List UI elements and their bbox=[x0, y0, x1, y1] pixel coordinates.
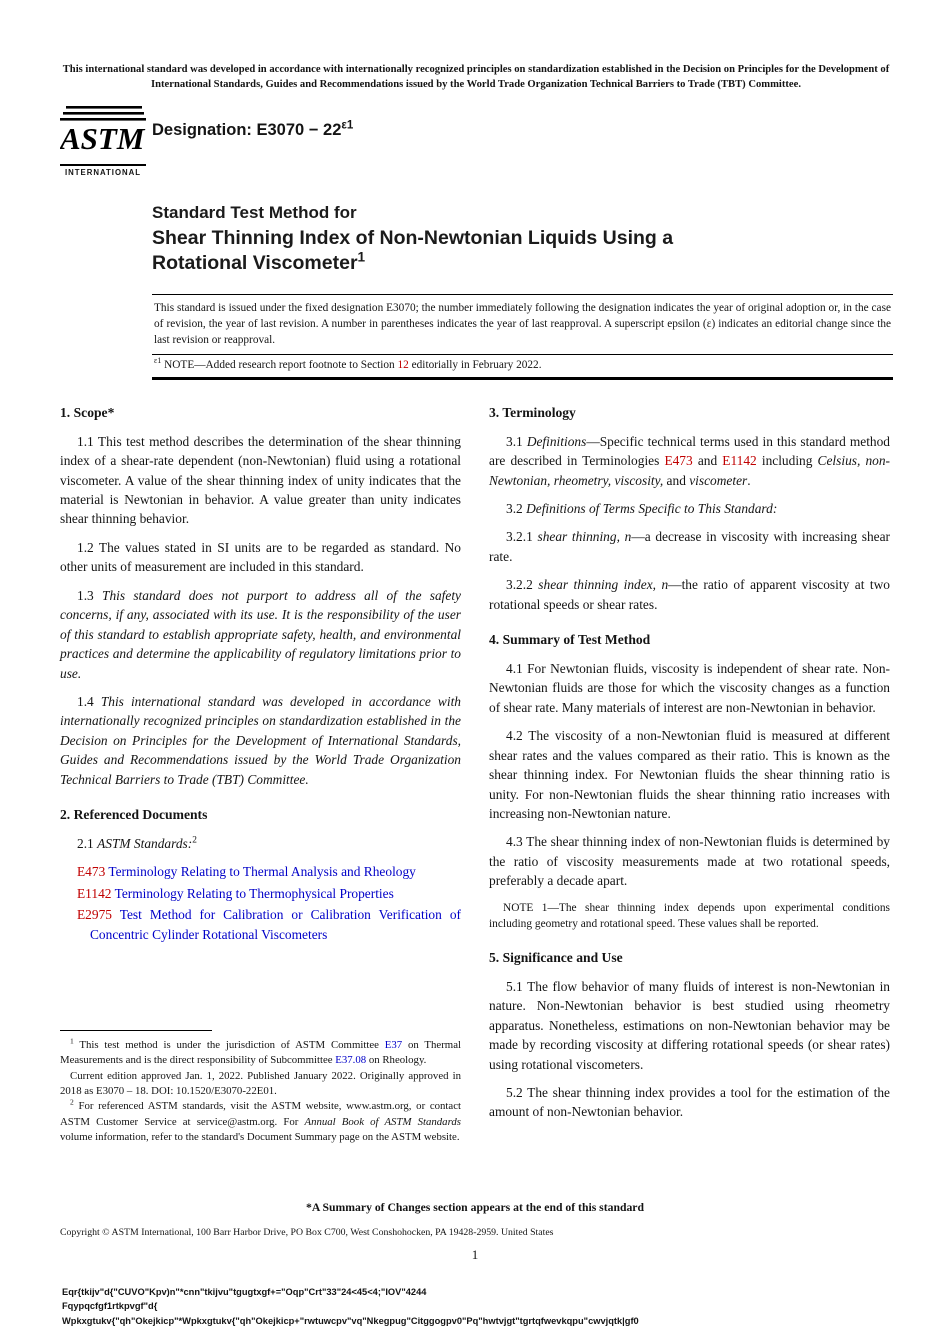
title-line-2: Shear Thinning Index of Non-Newtonian Liquids Using a bbox=[152, 227, 674, 249]
footnote-current-edition: Current edition approved Jan. 1, 2022. Published January 2022. Originally approved in 2018 as E3070 – 18. DOI: 10.1520/E3070-22E01. bbox=[60, 1069, 461, 1097]
paragraph-1-4: 1.4 This international standard was developed in accordance with internationally recognized principles on standardization established in the Decision on Principles for the Development of International Standards, Guides and Recommendations issued by the World Trade Organization Technical Barriers to Trade (TBT) Committee. bbox=[60, 693, 461, 787]
e2975-designation-link[interactable]: E2975 bbox=[77, 907, 112, 923]
summary-of-changes-note: *A Summary of Changes section appears at the end of this standard bbox=[306, 1201, 644, 1214]
paragraph-1-3: 1.3 This standard does not purport to address all of the safety concerns, if any, associated with its use. It is the responsibility of the user of this standard to establish appropriate safety, health, and environmental practices and determine the applicability of regulatory limitations prior to use. bbox=[60, 587, 461, 681]
e473-designation-link[interactable]: E473 bbox=[77, 864, 106, 880]
epsilon-note-sup: ε1 bbox=[154, 356, 162, 366]
download-stamp-line-3: Wpkxgtukv{"qh"Okejkicp"*Wpkxgtukv{"qh"Okejkicp+"rwtuwcpv"vq"Nkegpug"Citggogpv0"Pq"hwtvjgt"tgrtqfwevkqpu"cwvjqtk|gf0 bbox=[62, 1315, 639, 1326]
issuing-paragraph: This standard is issued under the fixed designation E3070; the number immediately following the designation indicates the year of original adoption or, in the case of revision, the year of last revision. A number in parentheses indicates the year of last reapproval. A superscript epsilon (ε) indicates an editorial change since the last revision or reapproval. bbox=[154, 302, 891, 347]
section-1-heading: 1. Scope* bbox=[60, 405, 115, 420]
right-column bbox=[489, 403, 890, 1131]
title-kicker: Standard Test Method for bbox=[152, 203, 357, 222]
left-column bbox=[60, 403, 461, 946]
paragraph-1-1: 1.1 This test method describes the determination of the shear thinning index of a shear-rate dependent (non-Newtonian) fluid using a rotational viscometer. A value of the shear thinning index of unity indicates that the material is Newtonian in behavior. A value greater than unity indicates shear thinning behavior. bbox=[60, 433, 461, 527]
footnotes-block bbox=[60, 1030, 461, 1145]
title-line-3: Rotational Viscometer$^1$ bbox=[152, 249, 366, 274]
e37-committee-link[interactable]: E37 bbox=[384, 1039, 403, 1051]
footnote-2: $^2$ For referenced ASTM standards, visit the ASTM website, www.astm.org, or contact ASTM Customer Service at service@astm.org. For Annual Book of ASTM Standards volume information, refer to the standard's Document Summary page on the ASTM website. bbox=[60, 1097, 462, 1143]
download-stamp bbox=[62, 1285, 932, 1328]
astm-website-link[interactable]: www.astm.org bbox=[346, 1100, 409, 1113]
document-title bbox=[152, 203, 872, 276]
footnote-separator-rule bbox=[60, 1030, 212, 1031]
rule-mid bbox=[152, 354, 893, 355]
paragraph-4-3: 4.3 The shear thinning index of non-Newtonian fluids is determined by the ratio of viscosity measurements made at two rotational speeds, preferably a decade apart. bbox=[489, 834, 890, 889]
paragraph-2-1: 2.1 ASTM Standards:$^2$ bbox=[77, 835, 197, 851]
paragraph-1-2: 1.2 The values stated in SI units are to be regarded as standard. No other units of measurement are included in this standard. bbox=[60, 539, 461, 575]
paragraph-3-2-1: 3.2.1 shear thinning, n—a decrease in viscosity with increasing shear rate. bbox=[489, 529, 890, 564]
astm-standards-list bbox=[60, 862, 461, 944]
title-footnote-sup: 1 bbox=[357, 249, 366, 265]
e1142-inline-link[interactable]: E1142 bbox=[722, 453, 757, 469]
note-1: NOTE 1—The shear thinning index depends upon experimental conditions including geometry and rotational speed. These values shall be reported. bbox=[489, 901, 890, 930]
reference-e1142 bbox=[60, 884, 461, 903]
e1142-designation-link[interactable]: E1142 bbox=[77, 885, 112, 901]
paragraph-3-2: 3.2 Definitions of Terms Specific to This Standard: bbox=[506, 501, 778, 517]
reference-e473 bbox=[60, 862, 461, 881]
astm-logo bbox=[60, 104, 146, 177]
paragraph-3-2-2: 3.2.2 shear thinning index, n—the ratio of apparent viscosity at two rotational speeds or shear rates. bbox=[489, 577, 890, 612]
page-number: 1 bbox=[471, 1247, 479, 1262]
issuing-block bbox=[152, 294, 893, 380]
paragraph-3-1: 3.1 Definitions—Specific technical terms used in this standard method are described in Terminologies E473 and E1142 including Celsius, non-Newtonian, rheometry, viscosity, and viscometer. bbox=[489, 433, 890, 488]
download-stamp-line-2: Fqypqcfgf1rtkpvgf"d{ bbox=[62, 1301, 158, 1312]
reference-e2975 bbox=[60, 905, 461, 944]
astm-logo-text: ASTM bbox=[60, 121, 145, 156]
e1142-title-link[interactable]: Terminology Relating to Thermophysical Properties bbox=[111, 885, 394, 901]
section-3-heading: 3. Terminology bbox=[489, 405, 576, 420]
designation-text: Designation: E3070 − 22 bbox=[152, 121, 342, 139]
paragraph-4-1: 4.1 For Newtonian fluids, viscosity is independent of shear rate. Non-Newtonian fluids are those for which the viscosity changes as a function of shear rate. Many materials of interest are non-Newtonian in behavior. bbox=[489, 660, 890, 715]
copyright-line: Copyright © ASTM International, 100 Barr Harbor Drive, PO Box C700, West Conshohocken, PA 19428-2959. United States bbox=[60, 1227, 554, 1238]
epsilon-note: $^{\varepsilon 1}$ NOTE—Added research report footnote to Section 12 editorially in February 2022. bbox=[154, 356, 542, 372]
section-5-heading: 5. Significance and Use bbox=[489, 950, 623, 966]
rule-bottom-thick bbox=[152, 377, 893, 380]
designation-epsilon-sup: ε1 bbox=[341, 119, 354, 132]
footnote-1: $^1$ This test method is under the jurisdiction of ASTM Committee E37 on Thermal Measurements and is the direct responsibility of Subcommittee E37.08 on Rheology. bbox=[60, 1036, 461, 1067]
rule-top bbox=[152, 294, 893, 295]
designation bbox=[152, 121, 353, 140]
footnote-2-ref-sup: 2 bbox=[192, 835, 197, 846]
e2975-title-link[interactable]: Test Method for Calibration or Calibration Verification of Concentric Cylinder Rotational Viscometers bbox=[90, 907, 461, 942]
section-4-heading: 4. Summary of Test Method bbox=[489, 632, 651, 648]
astm-logo-graphic bbox=[60, 104, 146, 158]
download-stamp-line-1: Eqr{tkijv"d{"CUVO"Kpv)n"*cnn"tkijvu"tgugtxgf+="Oqp"Crt"33"24<45<4;"IOV"4244 bbox=[62, 1287, 427, 1297]
paragraph-4-2: 4.2 The viscosity of a non-Newtonian fluid is measured at different shear rates and the values compared as their ratio. This is known as the shear thinning index. For Newtonian fluids the shear thinning ratio is unity. For non-Newtonian fluids the shear thinning ratio increases with increasing non-Newtonian nature. bbox=[489, 728, 890, 821]
paragraph-5-2: 5.2 The shear thinning index provides a tool for the estimation of the amount of non-Newtonian behavior. bbox=[489, 1084, 890, 1120]
e37-08-subcommittee-link[interactable]: E37.08 bbox=[335, 1054, 367, 1067]
e473-inline-link[interactable]: E473 bbox=[664, 453, 693, 469]
section-2-heading: 2. Referenced Documents bbox=[60, 807, 208, 823]
astm-logo-international-label: INTERNATIONAL bbox=[60, 164, 146, 177]
wto-disclaimer: This international standard was developed in accordance with internationally recognized principles on standardization established in the Decision on Principles for the Development of International Standards, Guides and Recommendations issued by the World Trade Organization Technical Barriers to Trade (TBT) Committee. bbox=[62, 64, 890, 91]
section-12-link[interactable]: 12 bbox=[397, 359, 409, 372]
paragraph-5-1: 5.1 The flow behavior of many fluids of interest is non-Newtonian in nature. Non-Newtonian behavior is best studied using rheometry apparatus. Nonetheless, estimations on non-Newtonian behavior may be made by recording viscosity at differing rotational speeds (or shear rates) using rotational viscometers. bbox=[489, 978, 890, 1072]
astm-service-email-link[interactable]: service@astm.org bbox=[196, 1115, 275, 1128]
e473-title-link[interactable]: Terminology Relating to Thermal Analysis and Rheology bbox=[105, 864, 416, 880]
